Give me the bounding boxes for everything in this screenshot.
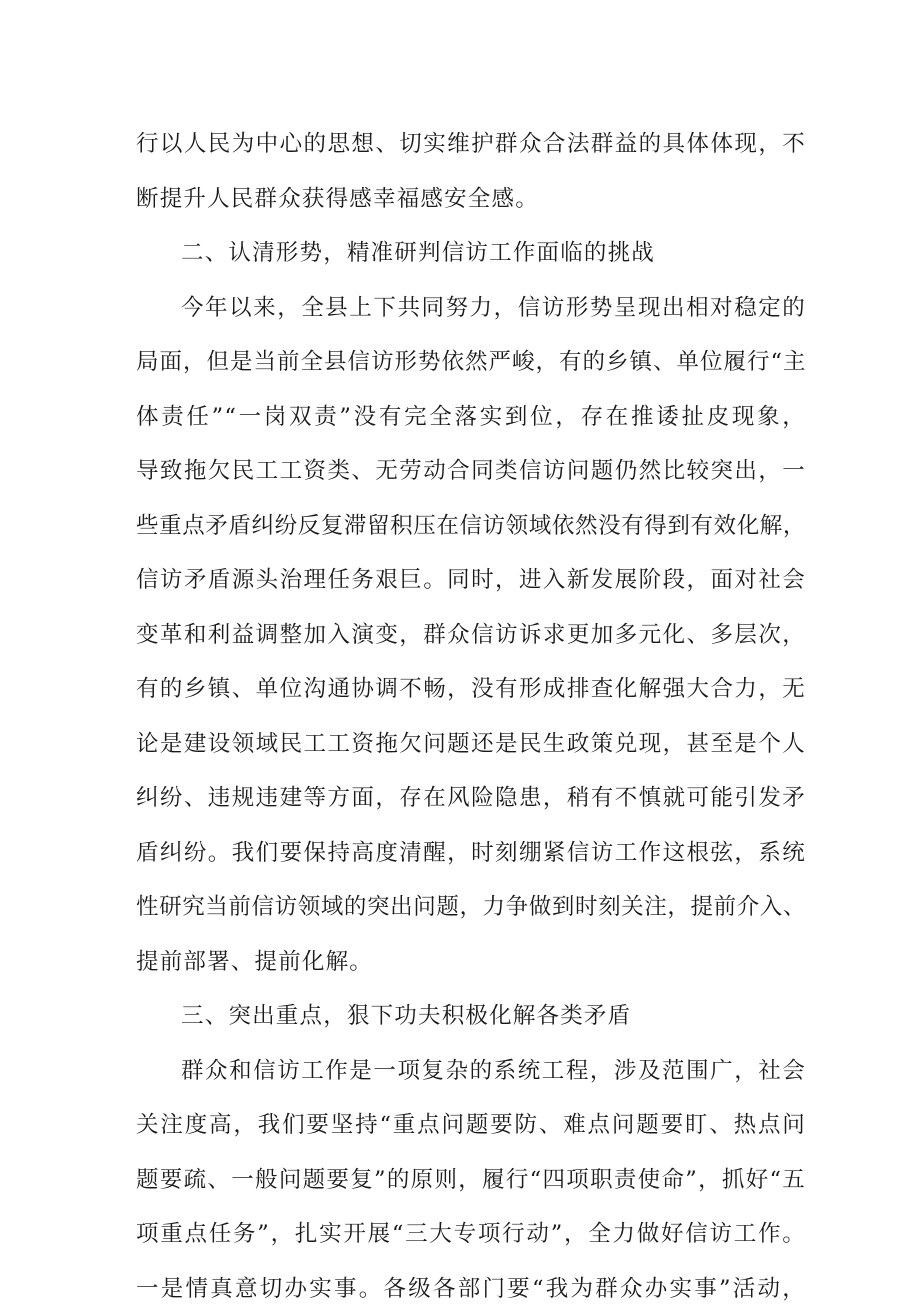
text-line: 变革和利益调整加入演变，群众信访诉求更加多元化、多层次，: [136, 608, 806, 663]
text-line: 关注度高，我们要坚持“重点问题要防、难点问题要盯、热点问: [136, 1098, 806, 1153]
text-line: 断提升人民群众获得感幸福感安全感。: [136, 172, 806, 227]
section-heading: 二、认清形势，精准研判信访工作面临的挑战: [136, 226, 806, 281]
text-line: 有的乡镇、单位沟通协调不畅，没有形成排查化解强大合力，无: [136, 662, 806, 717]
text-line: 群众和信访工作是一项复杂的系统工程，涉及范围广，社会: [136, 1044, 806, 1099]
section-heading: 三、突出重点，狠下功夫积极化解各类矛盾: [136, 989, 806, 1044]
text-line: 题要疏、一般问题要复”的原则，履行“四项职责使命”，抓好“五: [136, 1153, 806, 1208]
text-line: 今年以来，全县上下共同努力，信访形势呈现出相对稳定的: [136, 281, 806, 336]
text-line: 纠纷、违规违建等方面，存在风险隐患，稍有不慎就可能引发矛: [136, 771, 806, 826]
document-body: [136, 117, 806, 1316]
text-line: 行以人民为中心的思想、切实维护群众合法群益的具体体现，不: [136, 117, 806, 172]
text-line: 论是建设领域民工工资拖欠问题还是民生政策兑现，甚至是个人: [136, 717, 806, 772]
text-line: 局面，但是当前全县信访形势依然严峻，有的乡镇、单位履行“主: [136, 335, 806, 390]
text-line: 盾纠纷。我们要保持高度清醒，时刻绷紧信访工作这根弦，系统: [136, 826, 806, 881]
text-line: 些重点矛盾纠纷反复滞留积压在信访领域依然没有得到有效化解，: [136, 499, 806, 554]
text-line: 一是情真意切办实事。各级各部门要“我为群众办实事”活动，: [136, 1262, 806, 1316]
text-line: 导致拖欠民工工资类、无劳动合同类信访问题仍然比较突出，一: [136, 444, 806, 499]
text-line: 项重点任务”，扎实开展“三大专项行动”，全力做好信访工作。: [136, 1207, 806, 1262]
text-line: 信访矛盾源头治理任务艰巨。同时，进入新发展阶段，面对社会: [136, 553, 806, 608]
text-line: 性研究当前信访领域的突出问题，力争做到时刻关注，提前介入、: [136, 880, 806, 935]
text-line: 提前部署、提前化解。: [136, 935, 806, 990]
text-line: 体责任”“一岗双责”没有完全落实到位，存在推诿扯皮现象，: [136, 390, 806, 445]
